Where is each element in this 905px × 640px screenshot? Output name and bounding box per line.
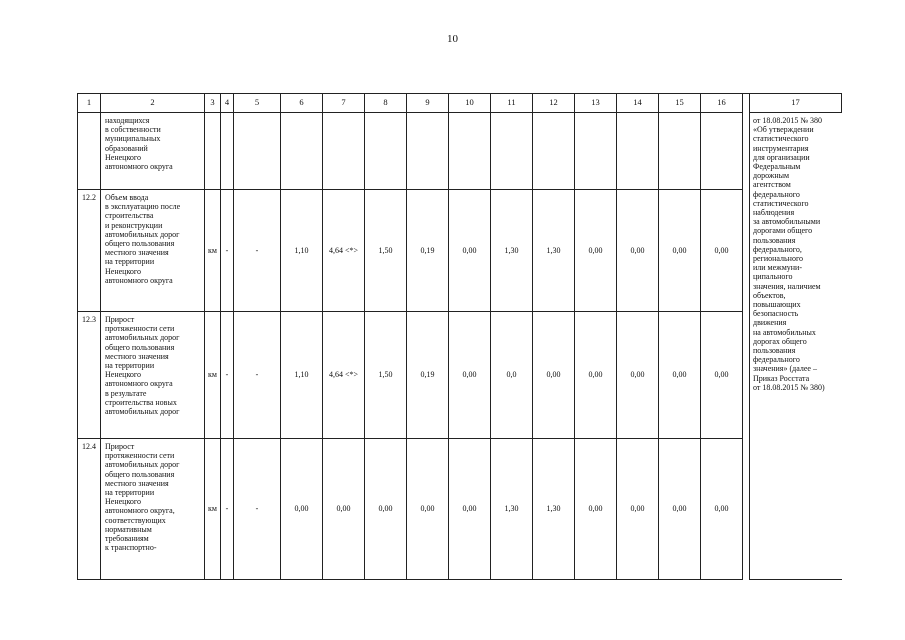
- table-cell: 4,64 <*>: [323, 190, 365, 312]
- table-cell: 0,00: [659, 312, 701, 439]
- table-cell: 0,19: [407, 312, 449, 439]
- column-header: 15: [659, 94, 701, 113]
- table-cell: 4,64 <*>: [323, 312, 365, 439]
- table-cell: 1,30: [533, 439, 575, 580]
- indicator-name: [101, 113, 205, 190]
- indicator-name-line: автономного округа: [105, 162, 173, 172]
- indicator-name-line: автомобильных дорог: [105, 460, 180, 470]
- indicator-name-line: в результате: [105, 388, 147, 398]
- indicator-name-line: местного значения: [105, 478, 169, 488]
- note-line: инструментария: [753, 143, 809, 153]
- note-line: Приказ Росстата: [753, 373, 810, 383]
- table-cell: 0,00: [701, 190, 743, 312]
- indicator-name-line: протяженности сети: [105, 324, 175, 334]
- table-cell: км: [205, 190, 221, 312]
- table-cell: -: [234, 312, 281, 439]
- note-line: регионального: [753, 254, 804, 264]
- indicator-name-line: муниципальных: [105, 134, 161, 144]
- table-cell: [533, 113, 575, 190]
- table-cell: -: [234, 190, 281, 312]
- indicator-name-line: автономного округа,: [105, 506, 175, 516]
- note-line: статистического: [753, 134, 809, 144]
- table-cell: 0,00: [575, 312, 617, 439]
- row-number: 12.4: [78, 439, 101, 580]
- page-number: 10: [447, 33, 458, 45]
- indicator-name-line: образований: [105, 143, 148, 153]
- note-line: федерального: [753, 355, 800, 365]
- note-line: объектов,: [753, 290, 786, 300]
- row-number: 12.3: [78, 312, 101, 439]
- column-header: 2: [101, 94, 205, 113]
- indicator-name-line: общего пользования: [105, 239, 175, 249]
- indicator-name-line: местного значения: [105, 351, 169, 361]
- table-cell: -: [221, 190, 234, 312]
- indicator-name-line: на территории: [105, 257, 155, 267]
- indicator-name-line: на территории: [105, 361, 155, 371]
- note-column: [750, 113, 842, 580]
- table-cell: [659, 113, 701, 190]
- row-number: [78, 113, 101, 190]
- table-cell: 0,00: [617, 190, 659, 312]
- table-cell: [205, 113, 221, 190]
- column-header: 17: [750, 94, 842, 113]
- table-cell: 0,00: [449, 312, 491, 439]
- table-cell: 0,00: [323, 439, 365, 580]
- note-line: движения: [753, 318, 787, 328]
- indicator-name-line: автомобильных дорог: [105, 407, 180, 417]
- note-line: или межмуни-: [753, 263, 802, 273]
- table-cell: [323, 113, 365, 190]
- note-line: от 18.08.2015 № 380: [753, 116, 823, 125]
- table-cell: [234, 113, 281, 190]
- indicator-name-line: Прирост: [105, 315, 135, 324]
- note-line: федерального,: [753, 244, 802, 254]
- indicator-name-line: автономного округа: [105, 379, 173, 389]
- column-header: 4: [221, 94, 234, 113]
- note-line: пользования: [753, 346, 796, 356]
- table-cell: 1,30: [491, 439, 533, 580]
- table-cell: [617, 113, 659, 190]
- table-cell: [221, 113, 234, 190]
- column-header: 1: [78, 94, 101, 113]
- column-header: 11: [491, 94, 533, 113]
- table-cell: 1,10: [281, 312, 323, 439]
- indicator-name: [101, 312, 205, 439]
- table-cell: 0,00: [659, 190, 701, 312]
- note-line: дорогах общего: [753, 336, 807, 346]
- table-cell: 0,00: [449, 439, 491, 580]
- table-cell: 0,00: [533, 312, 575, 439]
- indicator-name: [101, 439, 205, 580]
- column-header: 3: [205, 94, 221, 113]
- note-line: статистического: [753, 198, 809, 208]
- indicator-name-line: Ненецкого: [105, 266, 142, 276]
- table-cell: [701, 113, 743, 190]
- table-cell: [407, 113, 449, 190]
- table-cell: 0,00: [701, 439, 743, 580]
- indicator-name-line: находящихся: [105, 116, 150, 125]
- indicator-name-line: автономного округа: [105, 275, 173, 285]
- table-cell: 0,19: [407, 190, 449, 312]
- column-header: 6: [281, 94, 323, 113]
- table-cell: 0,00: [701, 312, 743, 439]
- note-line: от 18.08.2015 № 380): [753, 382, 825, 392]
- table-cell: 0,00: [659, 439, 701, 580]
- table-cell: 1,30: [533, 190, 575, 312]
- note-line: Федеральным: [753, 162, 801, 172]
- table-cell: км: [205, 439, 221, 580]
- table-cell: 0,0: [491, 312, 533, 439]
- row-number: 12.2: [78, 190, 101, 312]
- note-line: ципального: [753, 272, 793, 282]
- note-line: безопасность: [753, 309, 799, 319]
- column-header: 5: [234, 94, 281, 113]
- note-line: «Об утверждении: [753, 125, 814, 135]
- column-header: 16: [701, 94, 743, 113]
- indicators-table: [77, 93, 842, 580]
- column-header: 7: [323, 94, 365, 113]
- table-cell: 0,00: [575, 190, 617, 312]
- column-gap: [743, 94, 750, 113]
- indicator-name-line: Объем ввода: [105, 193, 149, 202]
- table-cell: [365, 113, 407, 190]
- indicator-name-line: к транспортно-: [105, 543, 157, 553]
- table-cell: [575, 113, 617, 190]
- indicator-name-line: местного значения: [105, 248, 169, 258]
- table-cell: 0,00: [407, 439, 449, 580]
- indicator-name-line: Прирост: [105, 442, 135, 451]
- indicator-name-line: Ненецкого: [105, 152, 142, 162]
- column-gap: [743, 439, 750, 580]
- column-header: 8: [365, 94, 407, 113]
- indicator-name-line: протяженности сети: [105, 451, 175, 461]
- column-header: 13: [575, 94, 617, 113]
- note-line: наблюдения: [753, 208, 795, 218]
- note-line: за автомобильными: [753, 217, 821, 227]
- table-cell: 0,00: [281, 439, 323, 580]
- note-line: пользования: [753, 235, 796, 245]
- column-gap: [743, 312, 750, 439]
- table-cell: 1,50: [365, 312, 407, 439]
- column-header: 14: [617, 94, 659, 113]
- note-line: значения» (далее –: [753, 364, 817, 374]
- table-cell: -: [221, 312, 234, 439]
- table-cell: [449, 113, 491, 190]
- table-cell: -: [234, 439, 281, 580]
- table-cell: 0,00: [449, 190, 491, 312]
- table-cell: км: [205, 312, 221, 439]
- column-gap: [743, 190, 750, 312]
- note-line: агентством: [753, 180, 791, 190]
- note-line: дорожным: [753, 171, 790, 181]
- column-header: 9: [407, 94, 449, 113]
- table-row: [78, 439, 842, 580]
- indicator-name-line: на территории: [105, 488, 155, 498]
- column-header: 10: [449, 94, 491, 113]
- table-cell: 0,00: [365, 439, 407, 580]
- table-row: [78, 190, 842, 312]
- note-line: значения, наличием: [753, 281, 821, 291]
- table-cell: [491, 113, 533, 190]
- indicator-name-line: общего пользования: [105, 469, 175, 479]
- indicator-name-line: Ненецкого: [105, 497, 142, 507]
- indicator-name-line: автомобильных дорог: [105, 333, 180, 343]
- indicator-name-line: автомобильных дорог: [105, 229, 180, 239]
- table-cell: [281, 113, 323, 190]
- indicator-name-line: Ненецкого: [105, 370, 142, 380]
- indicator-name-line: строительства новых: [105, 397, 177, 407]
- table-cell: 0,00: [617, 439, 659, 580]
- note-line: на автомобильных: [753, 327, 816, 337]
- note-line: федерального: [753, 189, 800, 199]
- table-cell: 1,50: [365, 190, 407, 312]
- header-row: [78, 94, 842, 113]
- note-line: для организации: [753, 152, 810, 162]
- column-header: 12: [533, 94, 575, 113]
- indicator-name-line: общего пользования: [105, 342, 175, 352]
- indicator-name-line: и реконструкции: [105, 220, 163, 230]
- table-row: [78, 312, 842, 439]
- table-cell: 1,30: [491, 190, 533, 312]
- indicator-name-line: в собственности: [105, 125, 161, 135]
- table-cell: 1,10: [281, 190, 323, 312]
- indicator-name-line: строительства: [105, 211, 154, 221]
- indicator-name-line: соответствующих: [105, 515, 166, 525]
- note-line: повышающих: [753, 300, 801, 310]
- table-cell: 0,00: [575, 439, 617, 580]
- indicator-name-line: требованиям: [105, 534, 149, 544]
- table-row: [78, 113, 842, 190]
- table-cell: 0,00: [617, 312, 659, 439]
- note-line: дорогами общего: [753, 226, 813, 236]
- indicator-name: [101, 190, 205, 312]
- indicator-name-line: нормативным: [105, 524, 152, 534]
- column-gap: [743, 113, 750, 190]
- table-cell: -: [221, 439, 234, 580]
- indicator-name-line: в эксплуатацию после: [105, 202, 181, 212]
